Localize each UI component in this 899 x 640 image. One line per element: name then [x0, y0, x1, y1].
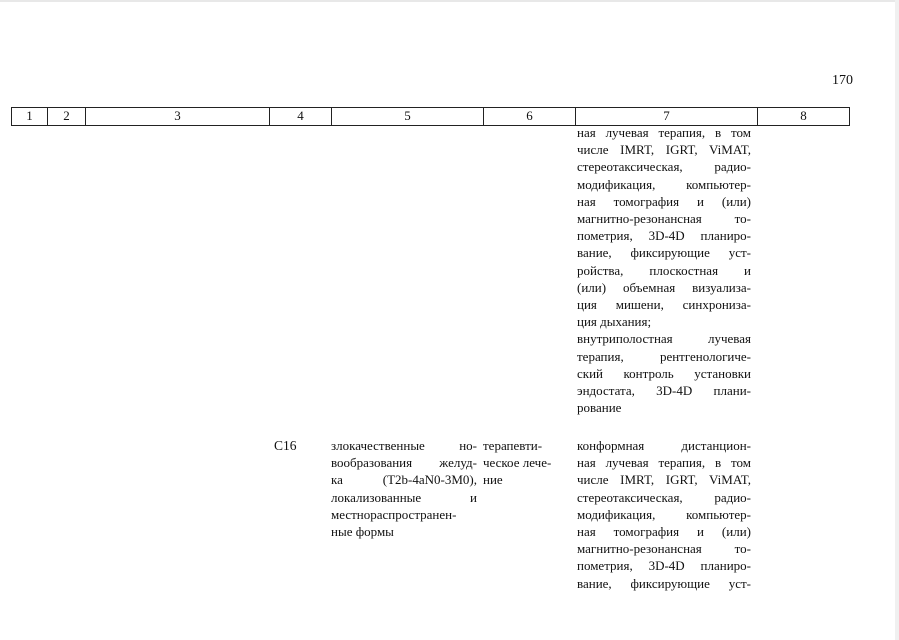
text-line: ная лучевая терапия, в том: [577, 455, 751, 471]
text-line: пометрия, 3D-4D планиро-: [577, 558, 751, 574]
patient-model-cell: [331, 437, 477, 540]
header-col-5: 5: [332, 108, 484, 125]
header-col-3: 3: [86, 108, 270, 125]
text-line: терапевти-: [483, 438, 543, 453]
continuation-method-cell: [577, 124, 751, 416]
text-line: стереотаксическая, радио-: [577, 489, 751, 505]
text-line: стереотаксическая, радио-: [577, 159, 751, 175]
scan-edge-top: [0, 0, 899, 2]
text-line: конформная дистанцион-: [577, 438, 751, 453]
text-line: модификация, компьютер-: [577, 176, 751, 192]
text-line: эндостата, 3D-4D плани-: [577, 383, 751, 399]
text-line: вание, фиксирующие уст-: [577, 575, 751, 591]
header-col-8: 8: [800, 108, 807, 123]
text-line: числе IMRT, IGRT, ViMAT,: [577, 472, 751, 488]
text-line: рование: [577, 400, 622, 416]
text-line: злокачественные но-: [331, 438, 477, 453]
text-line: модификация, компьютер-: [577, 506, 751, 522]
header-col-6: 6: [484, 108, 576, 125]
treatment-type-cell: [483, 437, 565, 489]
text-line: числе IMRT, IGRT, ViMAT,: [577, 142, 751, 158]
treatment-method-cell: [577, 437, 751, 592]
page-number: 170: [832, 73, 853, 88]
text-line: ние: [483, 472, 503, 488]
text-line: ные формы: [331, 524, 394, 540]
text-line: пометрия, 3D-4D планиро-: [577, 228, 751, 244]
text-line: ка (T2b-4aN0-3M0),: [331, 472, 477, 488]
text-line: локализованные и: [331, 489, 477, 505]
text-line: магнитно-резонансная то-: [577, 541, 751, 557]
text-line: ция дыхания;: [577, 314, 652, 330]
text-line: ский контроль установки: [577, 365, 751, 381]
text-line: ция мишени, синхрониза-: [577, 297, 751, 313]
text-line: вообразования желуд-: [331, 455, 477, 471]
text-line: магнитно-резонансная то-: [577, 211, 751, 227]
text-line: ная лучевая терапия, в том: [577, 125, 751, 140]
icd-code: C16: [274, 438, 297, 453]
text-line: ройства, плоскостная и: [577, 262, 751, 278]
scan-edge-right: [895, 0, 899, 640]
text-line: терапия, рентгенологиче-: [577, 348, 751, 364]
text-line: ная томография и (или): [577, 524, 751, 540]
text-line: внутриполостная лучевая: [577, 331, 751, 347]
text-line: вание, фиксирующие уст-: [577, 245, 751, 261]
header-col-4: 4: [270, 108, 332, 125]
header-col-7: 7: [576, 108, 758, 125]
text-line: ческое лече-: [483, 455, 552, 471]
header-col-2: 2: [48, 108, 86, 125]
text-line: ная томография и (или): [577, 193, 751, 209]
text-line: местнораспространен-: [331, 506, 457, 522]
text-line: (или) объемная визуализа-: [577, 279, 751, 295]
header-col-1: 1: [12, 108, 48, 125]
